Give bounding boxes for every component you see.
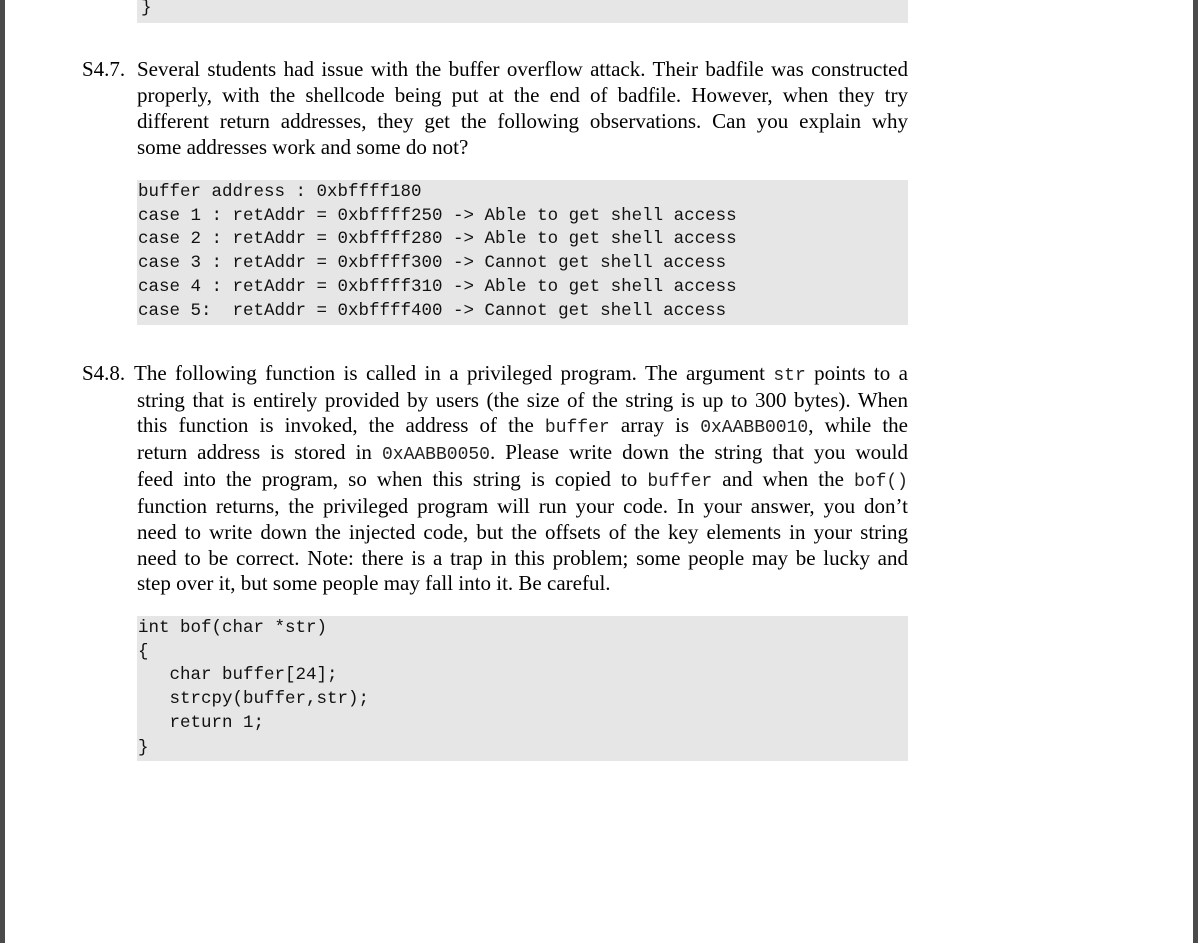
window-edge-left (0, 0, 5, 943)
question-number: S4.7. (82, 57, 126, 81)
text-run: array is (609, 413, 701, 437)
question-text-line: properly, with the shellcode being put at the end of badfile. However, when they try (137, 83, 908, 107)
text-run: points to a (805, 361, 909, 385)
code-line: { (138, 642, 149, 662)
question-number: S4.8. (82, 361, 126, 385)
observations-code-block (137, 180, 908, 325)
question-text-line (137, 439, 908, 465)
question-text-line: step over it, but some people may fall into it. Be careful. (137, 571, 611, 595)
code-line: case 2 : retAddr = 0xbffff280 -> Able to get shell access (138, 229, 737, 249)
text-run: this function is invoked, the address of the (137, 413, 545, 437)
question-text-line: function returns, the privileged program will run your code. In your answer, you don’t (137, 494, 908, 518)
text-run: return address is stored in (137, 440, 382, 464)
inline-code: 0xAABB0010 (700, 418, 809, 438)
code-line: case 1 : retAddr = 0xbffff250 -> Able to get shell access (138, 206, 737, 226)
inline-code: buffer (647, 472, 713, 492)
code-line: int bof(char *str) (138, 618, 328, 638)
code-line: char buffer[24]; (138, 665, 338, 685)
inline-code: bof() (853, 472, 908, 492)
code-line: case 5: retAddr = 0xbffff400 -> Cannot get shell access (138, 301, 727, 321)
question-text-line: Several students had issue with the buffer overflow attack. Their badfile was constructed (137, 57, 908, 81)
question-text-line (137, 466, 908, 492)
question-text-line: need to be correct. Note: there is a trap in this problem; some people may be lucky and (137, 546, 908, 570)
text-run: . Please write down the string that you would (490, 440, 908, 464)
code-line: } (138, 738, 149, 758)
question-text-line (134, 360, 908, 386)
text-run: and when the (712, 467, 854, 491)
window-edge-right (1193, 0, 1198, 943)
previous-code-block (137, 0, 908, 23)
question-text-line: string that is entirely provided by users (the size of the string is up to 300 bytes). When (137, 388, 908, 412)
question-text-line (137, 412, 908, 438)
question-text-line: need to write down the injected code, but the offsets of the key elements in your string (137, 520, 908, 544)
question-text-line: some addresses work and some do not? (137, 135, 469, 159)
code-line: buffer address : 0xbffff180 (138, 182, 422, 202)
inline-code: str (773, 366, 806, 386)
inline-code: buffer (544, 418, 610, 438)
code-line: case 4 : retAddr = 0xbffff310 -> Able to get shell access (138, 277, 737, 297)
closing-brace: } (141, 0, 152, 18)
code-line: case 3 : retAddr = 0xbffff300 -> Cannot get shell access (138, 253, 727, 273)
text-run: The following function is called in a privileged program. The argument (134, 361, 774, 385)
bof-function-code-block (137, 616, 908, 761)
text-run: , while the (808, 413, 908, 437)
question-text-line: different return addresses, they get the following observations. Can you explain why (137, 109, 908, 133)
code-line: return 1; (138, 713, 265, 733)
text-run: feed into the program, so when this string is copied to (137, 467, 648, 491)
inline-code: 0xAABB0050 (381, 445, 490, 465)
code-line: strcpy(buffer,str); (138, 689, 370, 709)
